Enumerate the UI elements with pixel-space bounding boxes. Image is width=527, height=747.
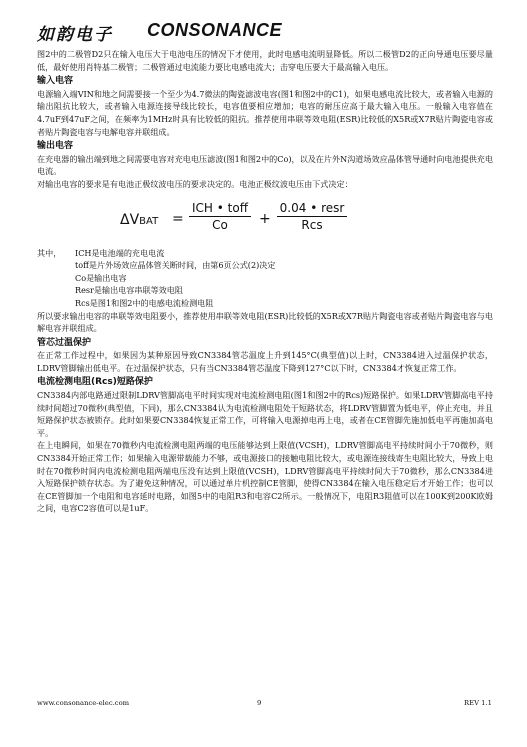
formula-fraction-1-denominator: Co: [212, 217, 228, 232]
formula-fraction-1: [189, 201, 251, 232]
short-protection-paragraph-2: 在上电瞬间，如果在70微秒内电流检测电阻两端的电压能够达到上限值(VCSH)，LDRV管脚高电平持续时间小于70微秒，则CN3384开始正常工作；如果输入电源带载能力不够，或电源接口的接触电阻比较大，或电源连接线寄生电阻比较大，导致上电时在70微秒时间内电流检测电阻两端电压没有达到上限值(VCSH)，LDRV管脚高电平持续时间大于70微秒，那么CN3384进入短路保护锁存状态。为了避免这种情况，可以通过单片机控制CE管脚，使得CN3384在输入电压稳定后才开始工作；也可以在CE管脚加一个电阻和电容延时电路，如图5中的电阻R3和电容C2所示。一般情况下，电阻R3阻值可以在100K到200K欧姆之间，电容C2容值可以是1uF。: [37, 440, 493, 514]
ripple-formula: [37, 195, 493, 245]
formula-plus: +: [259, 210, 271, 227]
company-logo-chinese: 如韵电子: [37, 25, 113, 45]
output-capacitor-paragraph-1: 在充电器的输出端到地之间需要电容对充电电压滤波(图1和图2中的Co)，以及在片外N沟道场效应晶体管导通时向电池提供充电电流。: [37, 153, 493, 177]
page-header: [37, 20, 492, 48]
thermal-protection-paragraph: 在正常工作过程中，如果因为某种原因导致CN3384管芯温度上升到145°C(典型值)以上时，CN3384进入过温保护状态，LDRV管脚输出低电平。在过温保护状态，只有当CN3384管芯温度下降到127°C以下时，CN3384才恢复正常工作。: [37, 350, 493, 373]
definition-item: ICH是电池端的充电电流: [75, 247, 165, 258]
output-capacitor-paragraph-2: 对输出电容的要求是有电池正极纹波电压的要求决定的。电池正极纹波电压由下式决定：: [37, 178, 353, 189]
definition-item: toff是片外场效应晶体管关断时间，由第6页公式(2)决定: [75, 260, 276, 271]
output-capacitor-heading: 输出电容: [37, 141, 74, 152]
definition-item: Rcs是图1和图2中的电感电流检测电阻: [75, 297, 214, 308]
formula-fraction-2-numerator: 0.04 • resr: [277, 201, 347, 217]
definitions-lead: 其中，: [37, 247, 62, 258]
company-logo-english: CONSONANCE: [147, 20, 283, 40]
definition-item: Co是输出电容: [75, 272, 127, 283]
thermal-protection-heading: 管芯过温保护: [37, 337, 92, 348]
short-protection-heading: 电流检测电阻(Rcs)短路保护: [37, 377, 153, 388]
input-capacitor-heading: 输入电容: [37, 76, 74, 87]
formula-fraction-1-numerator: ICH • toff: [189, 201, 251, 217]
formula-equals: =: [172, 210, 184, 227]
formula-fraction-2: [277, 201, 347, 232]
document-body: [37, 48, 493, 515]
output-capacitor-paragraph-3: 所以要求输出电容的串联等效电阻要小，推荐使用串联等效电阻(ESR)比较低的X5R或X7R贴片陶瓷电容或者贴片陶瓷电容与电解电容并联组成。: [37, 310, 493, 334]
input-capacitor-paragraph: 电源输入端VIN和地之间需要接一个至少为4.7微法的陶瓷滤波电容(图1和图2中的C1)，如果电感电流比较大，或者输入电源的输出阻抗比较大，或者输入电源连接导线比较长，电容值要相应增加；电容的耐压应高于最大输入电压。一般输入电容值在4.7uF到47uF之间，在频率为1MHz时具有比较低的阻抗。推荐使用串联等效电阻(ESR)比较低的X5R或X7R贴片陶瓷电容或者贴片陶瓷电容与电解电容并联组成。: [37, 88, 493, 137]
footer-revision: REV 1.1: [464, 699, 492, 707]
footer-page-number: 9: [257, 699, 262, 707]
footer-website: www.consonance-elec.com: [37, 699, 130, 707]
short-protection-paragraph-1: CN3384内部电路通过限制LDRV管脚高电平时间实现对电流检测电阻(图1和图2中的Rcs)短路保护。如果LDRV管脚高电平持续时间超过70微秒(典型值，下同)，那么CN3384认为电流检测电阻处于短路状态，将LDRV管脚置为低电平，停止充电，并且短路保护状态被锁存。此时如果要CN3384恢复正常工作，可将输入电源掉电再上电，或者在CE管脚先施加低电平再施加高电平。: [37, 390, 493, 438]
definition-item: Resr是输出电容串联等效电阻: [75, 285, 183, 296]
formula-lhs: ΔVBAT: [120, 211, 159, 228]
formula-fraction-2-denominator: Rcs: [301, 217, 323, 232]
formula-definitions: [37, 247, 493, 310]
diode-paragraph: 图2中的二极管D2只在输入电压大于电池电压的情况下才使用，此时电感电流明显降低。所以二极管D2的正向导通电压要尽量低，最好使用肖特基二极管；二极管通过电流能力要比电感电流大；击穿电压要大于最高输入电压。: [37, 49, 493, 72]
